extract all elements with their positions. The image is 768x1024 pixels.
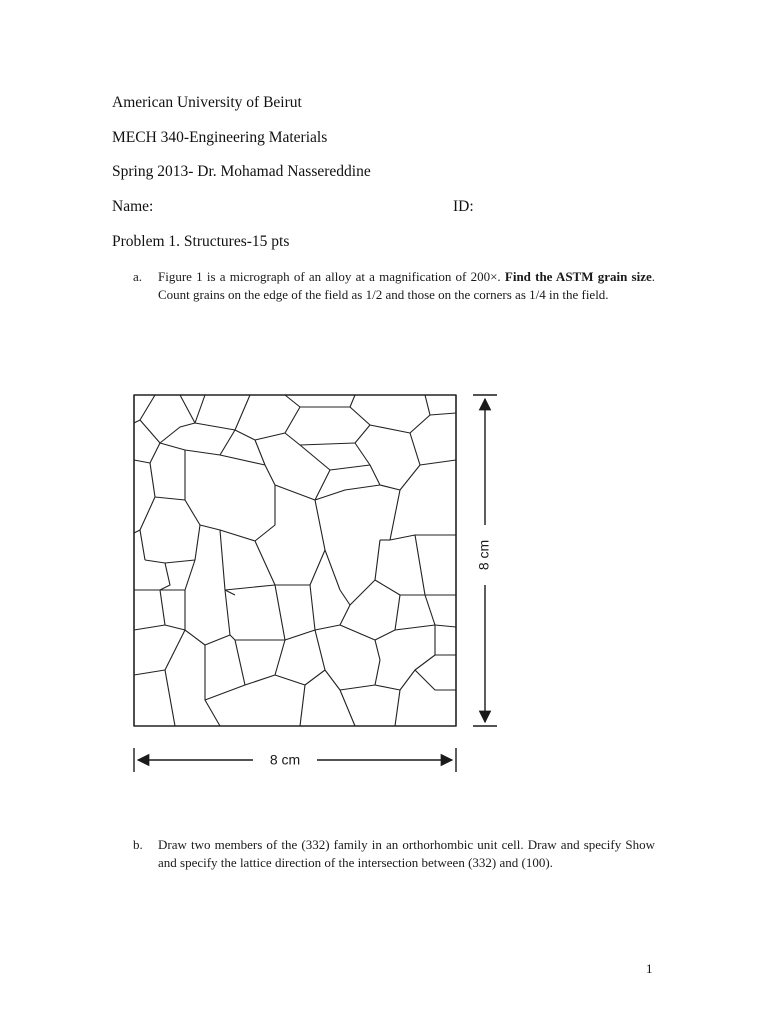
question-a (133, 268, 655, 304)
question-b (133, 836, 655, 872)
university-name: American University of Beirut (112, 94, 302, 111)
course-title: MECH 340-Engineering Materials (112, 129, 328, 146)
question-b-marker: b. (133, 837, 143, 852)
micrograph-figure (125, 385, 505, 775)
question-a-marker: a. (133, 269, 143, 284)
height-label: 8 cm (475, 539, 492, 571)
name-label: Name: (112, 198, 154, 215)
question-a-text (158, 268, 655, 304)
width-label: 8 cm (269, 751, 301, 768)
field-border (134, 395, 456, 726)
question-a-text-part1: Figure 1 is a micrograph of an alloy at a magnification of 200×. (158, 269, 505, 284)
grain-field (134, 395, 456, 726)
question-a-bold: Find the ASTM grain size (504, 269, 652, 284)
page-number: 1 (646, 961, 653, 976)
question-a-text-part2: . Count grains on the edge of the field as 1/2 and those on the corners as 1/4 in the field. (158, 269, 655, 302)
question-b-text: Draw two members of the (332) family in an orthorhombic unit cell. Draw and specify Show and specify the lattice direction of the intersection between (332) and (100). (158, 837, 655, 870)
term-instructor: Spring 2013- Dr. Mohamad Nassereddine (112, 163, 371, 180)
id-label: ID: (453, 198, 474, 215)
problem-title: Problem 1. Structures-15 pts (112, 233, 290, 250)
